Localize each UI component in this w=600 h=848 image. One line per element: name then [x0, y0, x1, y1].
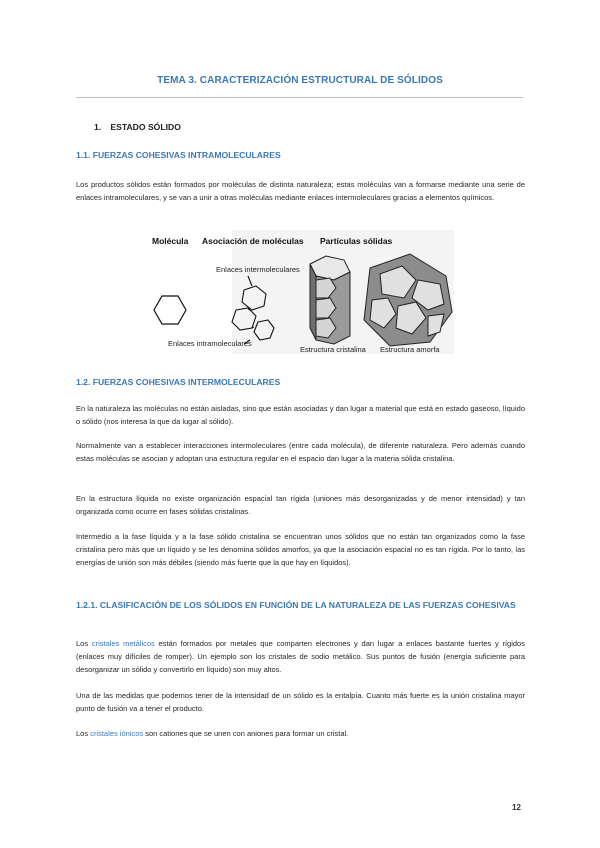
paragraph-estructura-liquida: En la estructura líquida no existe organización espacial tan rígida (uniones más desorganizadas y de menor intensidad) y tan organizada como ocurre en fases sólidas cristalinas. [76, 494, 525, 516]
page-title: TEMA 3. CARACTERIZACIÓN ESTRUCTURAL DE SÓLIDOS [157, 75, 443, 86]
text-rest: están formados por metales que comparten electrones y dan lugar a enlaces bastante fuertes y rígidos (enlaces muy difíciles de romper). Un ejemplo son los cristales de sodio metálico. Sus puntos de fusión (energía suficiente para desorganizar un sólido y convertirlo en líquido) son muy altos. [76, 639, 525, 674]
crystalline-structure [310, 256, 350, 344]
label-molecula: Molécula [152, 236, 189, 246]
molecule-hexagon [154, 296, 186, 324]
subsection-heading-clasificacion: 1.2.1. CLASIFICACIÓN DE LOS SÓLIDOS EN FUNCIÓN DE LA NATURALEZA DE LAS FUERZAS COHESIVAS [76, 600, 516, 610]
label-cristalina: Estructura cristalina [300, 345, 366, 354]
subsection-heading-intermoleculares: 1.2. FUERZAS COHESIVAS INTERMOLECULARES [76, 377, 281, 387]
label-particulas: Partículas sólidas [320, 236, 393, 246]
paragraph-naturaleza: En la naturaleza las moléculas no están aisladas, sino que están asociadas y dan lugar a material que está en estado gaseoso, líquido o sólido (nos interesa la que da lugar al sólido). [76, 404, 525, 426]
label-amorfa: Estructura amorfa [380, 345, 440, 354]
text-prefix: Los [76, 639, 92, 648]
paragraph-entalpia: Una de las medidas que podemos tener de la intensidad de un sólido es la entalpía. Cuanto más fuerte es la unión cristalina mayor punto de fusión va a tener el producto. [76, 691, 525, 713]
keyword-cristales-metalicos: cristales metálicos [91, 639, 155, 648]
label-asociacion: Asociación de moléculas [202, 236, 304, 246]
section-heading-estado-solido [94, 122, 181, 132]
label-intramoleculares: Enlaces intramoleculares [168, 339, 252, 348]
paragraph-intramoleculares: Los productos sólidos están formados por moléculas de distinta naturaleza; estas moléculas van a formarse mediante una serie de enlaces intramoleculares, y se van a unir a otras moléculas mediante enlaces intermoleculares gracias a elementos químicos. [76, 180, 525, 202]
page-number: 12 [512, 803, 521, 812]
text-rest: son cationes que se unen con aniones para formar un cristal. [143, 729, 349, 738]
header-divider [76, 97, 523, 98]
paragraph-solidos-amorfos: Intermedio a la fase líquida y a la fase sólido cristalina se encuentran unos sólidos que no están tan organizados como la fase cristalina pero más que un líquido y se les denomina sólidos amorfos, ya que la asociación espacial no es tan rígida. Por lo tanto, las energías de unión son más débiles (siendo más fuerte que la que hay en líquidos). [76, 532, 525, 567]
keyword-cristales-ionicos: cristales iónicos [90, 729, 144, 738]
paragraph-cristales-metalicos [76, 637, 525, 676]
text-prefix: Los [76, 729, 91, 738]
molecule-figure [140, 228, 460, 358]
paragraph-cristales-ionicos [76, 727, 525, 740]
label-intermoleculares: Enlaces intermoleculares [216, 265, 300, 274]
section-number: 1. [94, 122, 102, 132]
figure-illustration [140, 228, 460, 358]
paragraph-interacciones: Normalmente van a establecer interacciones intermoleculares (entre cada molécula), de diferente naturaleza. Pero además cuando estas moléculas se asocian y adoptan una estructura regular en el espacio dan lugar a la materia sólida cristalina. [76, 441, 525, 463]
subsection-heading-intramoleculares: 1.1. FUERZAS COHESIVAS INTRAMOLECULARES [76, 150, 281, 160]
section-title: ESTADO SÓLIDO [110, 122, 181, 132]
